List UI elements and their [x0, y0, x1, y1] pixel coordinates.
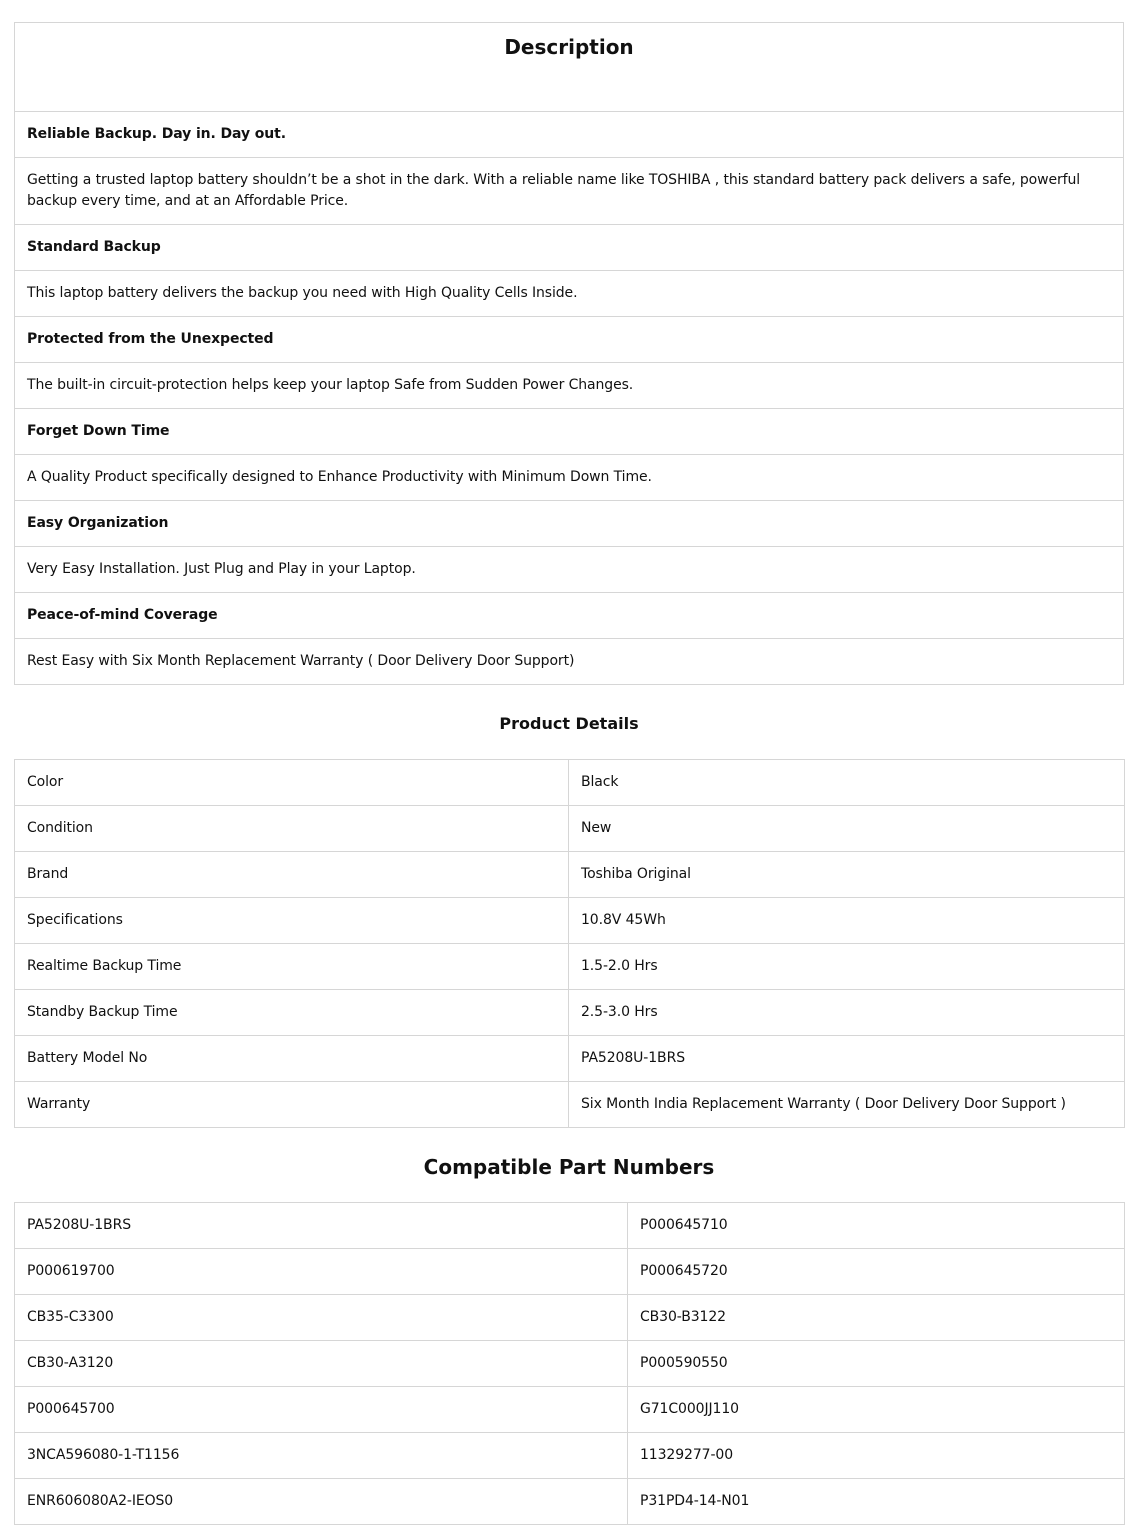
- part-number: CB35-C3300: [15, 1295, 628, 1341]
- description-body: Getting a trusted laptop battery shouldn’t be a shot in the dark. With a reliable name like TOSHIBA , this standard battery pack delivers a safe, powerful backup every time, and at an Affordable Price.: [15, 158, 1124, 225]
- part-number: P31PD4-14-N01: [628, 1479, 1125, 1525]
- detail-value: Toshiba Original: [569, 852, 1125, 898]
- description-body: The built-in circuit-protection helps keep your laptop Safe from Sudden Power Changes.: [15, 363, 1124, 409]
- table-row: [15, 1387, 1125, 1433]
- description-title: Description: [15, 23, 1124, 112]
- detail-row-color: [15, 760, 1125, 806]
- part-number: 11329277-00: [628, 1433, 1125, 1479]
- description-heading: Protected from the Unexpected: [15, 317, 1124, 363]
- table-row: [15, 1479, 1125, 1525]
- compatible-parts-table: [14, 1202, 1125, 1525]
- product-description-page: [14, 22, 1124, 1525]
- description-body: Very Easy Installation. Just Plug and Play in your Laptop.: [15, 547, 1124, 593]
- part-number: PA5208U-1BRS: [15, 1203, 628, 1249]
- detail-value: New: [569, 806, 1125, 852]
- detail-row-model-no: [15, 1036, 1125, 1082]
- detail-row-condition: [15, 806, 1125, 852]
- detail-label: Battery Model No: [15, 1036, 569, 1082]
- description-heading-row: [15, 225, 1124, 271]
- table-row: [15, 1341, 1125, 1387]
- detail-value: PA5208U-1BRS: [569, 1036, 1125, 1082]
- description-heading-row: [15, 409, 1124, 455]
- description-body-row: [15, 455, 1124, 501]
- detail-row-warranty: [15, 1082, 1125, 1128]
- detail-label: Condition: [15, 806, 569, 852]
- part-number: CB30-B3122: [628, 1295, 1125, 1341]
- description-heading: Peace-of-mind Coverage: [15, 593, 1124, 639]
- description-title-row: [15, 23, 1124, 112]
- detail-row-realtime-backup: [15, 944, 1125, 990]
- description-table: [14, 22, 1124, 685]
- product-details-title: Product Details: [499, 714, 639, 733]
- detail-value: 1.5-2.0 Hrs: [569, 944, 1125, 990]
- part-number: P000645700: [15, 1387, 628, 1433]
- detail-value: Black: [569, 760, 1125, 806]
- description-heading: Forget Down Time: [15, 409, 1124, 455]
- detail-row-standby-backup: [15, 990, 1125, 1036]
- detail-label: Standby Backup Time: [15, 990, 569, 1036]
- description-body-row: [15, 158, 1124, 225]
- description-heading: Easy Organization: [15, 501, 1124, 547]
- table-row: [15, 1203, 1125, 1249]
- detail-value: 10.8V 45Wh: [569, 898, 1125, 944]
- table-row: [15, 1295, 1125, 1341]
- description-heading: Standard Backup: [15, 225, 1124, 271]
- detail-label: Color: [15, 760, 569, 806]
- description-body-row: [15, 271, 1124, 317]
- description-heading-row: [15, 317, 1124, 363]
- detail-label: Specifications: [15, 898, 569, 944]
- description-heading-row: [15, 112, 1124, 158]
- description-heading: Reliable Backup. Day in. Day out.: [15, 112, 1124, 158]
- product-details-table: [14, 759, 1125, 1128]
- description-body: This laptop battery delivers the backup you need with High Quality Cells Inside.: [15, 271, 1124, 317]
- part-number: ENR606080A2-IEOS0: [15, 1479, 628, 1525]
- detail-label: Warranty: [15, 1082, 569, 1128]
- table-row: [15, 1249, 1125, 1295]
- description-body: Rest Easy with Six Month Replacement Warranty ( Door Delivery Door Support): [15, 639, 1124, 685]
- part-number: G71C000JJ110: [628, 1387, 1125, 1433]
- part-number: P000590550: [628, 1341, 1125, 1387]
- description-heading-row: [15, 501, 1124, 547]
- part-number: CB30-A3120: [15, 1341, 628, 1387]
- detail-label: Realtime Backup Time: [15, 944, 569, 990]
- part-number: 3NCA596080-1-T1156: [15, 1433, 628, 1479]
- compatible-parts-title: Compatible Part Numbers: [423, 1155, 715, 1179]
- part-number: P000619700: [15, 1249, 628, 1295]
- table-row: [15, 1433, 1125, 1479]
- description-body-row: [15, 639, 1124, 685]
- description-heading-row: [15, 593, 1124, 639]
- detail-value: Six Month India Replacement Warranty ( Door Delivery Door Support ): [569, 1082, 1125, 1128]
- description-body-row: [15, 363, 1124, 409]
- detail-label: Brand: [15, 852, 569, 898]
- part-number: P000645710: [628, 1203, 1125, 1249]
- part-number: P000645720: [628, 1249, 1125, 1295]
- detail-row-brand: [15, 852, 1125, 898]
- detail-row-specifications: [15, 898, 1125, 944]
- description-body-row: [15, 547, 1124, 593]
- description-body: A Quality Product specifically designed to Enhance Productivity with Minimum Down Time.: [15, 455, 1124, 501]
- detail-value: 2.5-3.0 Hrs: [569, 990, 1125, 1036]
